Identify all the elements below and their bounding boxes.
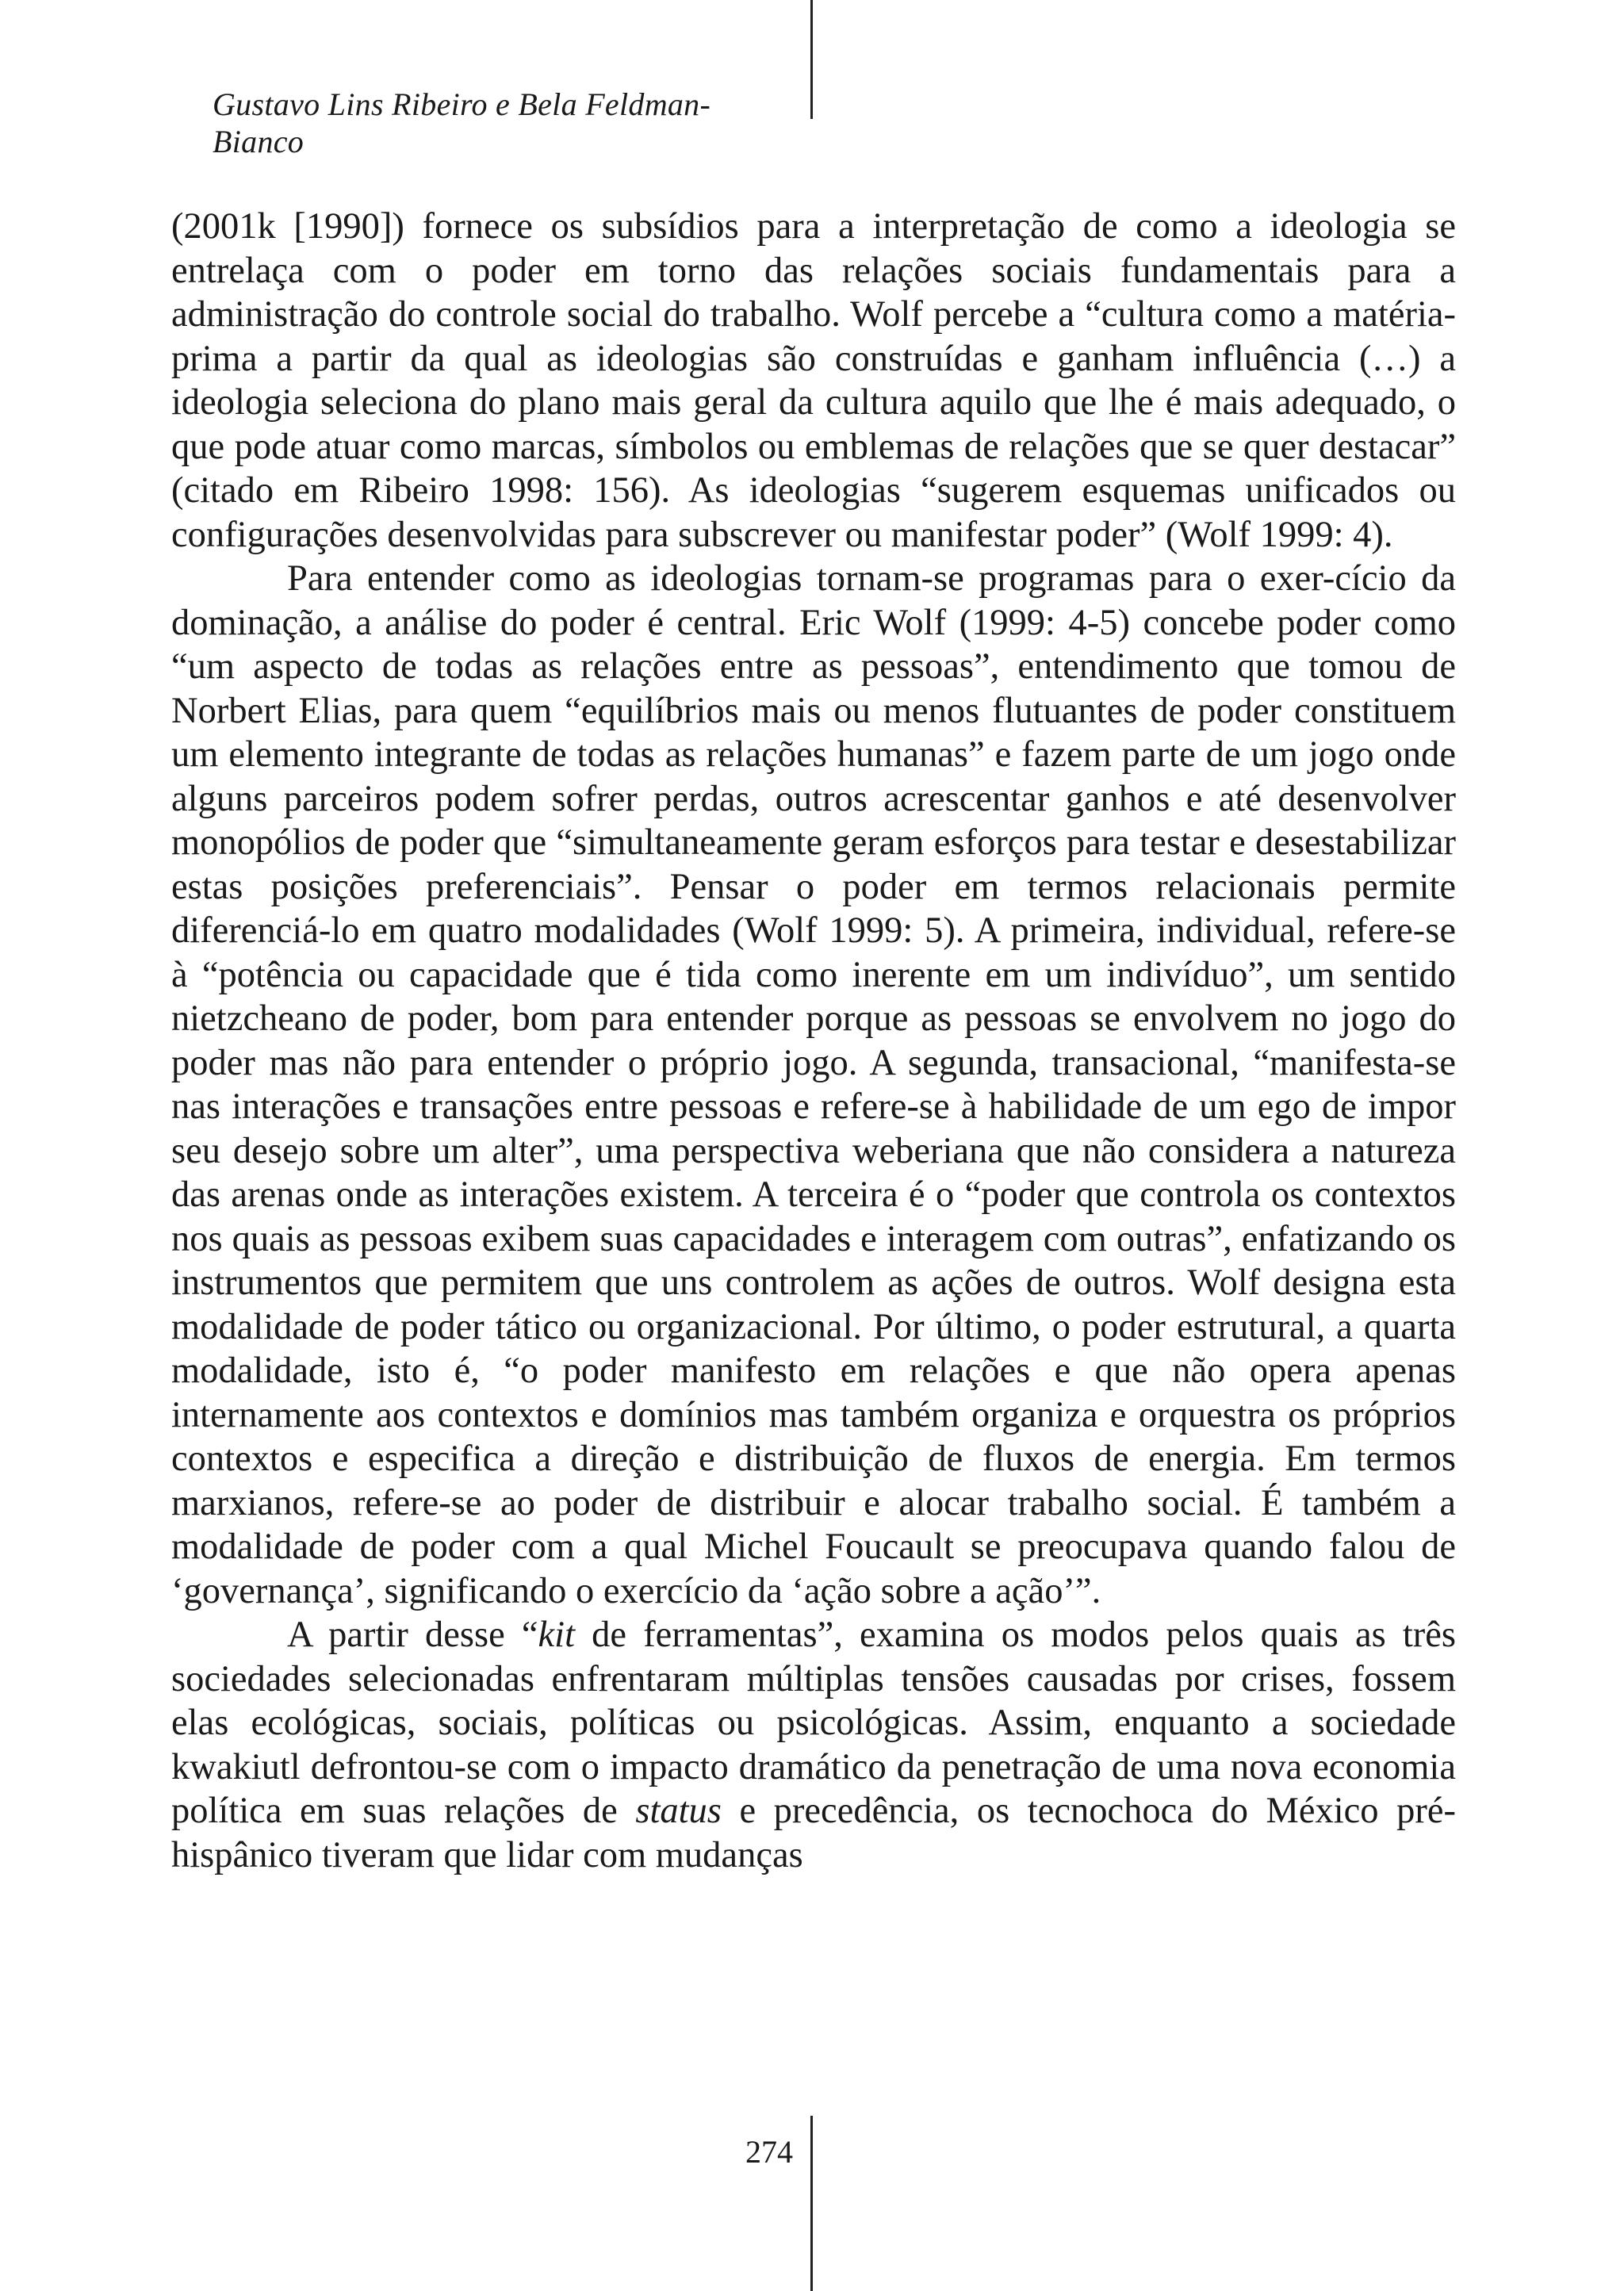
paragraph-3-text: A partir desse “: [287, 1615, 538, 1655]
paragraph-2: [171, 557, 1456, 1613]
paragraph-1-text: (2001k [1990]) fornece os subsídios para a interpretação de como a ideologia se entrelaça com o poder em torno das relações sociais fundamentais para a administração do controle social do trabalho. Wolf percebe a “cultura como a matéria-prima a partir da qual as ideologias são construídas e ganham influência (…) a ideologia seleciona do plano mais geral da cultura aquilo que lhe é mais adequado, o que pode atuar como marcas, símbolos ou emblemas de relações que se quer destacar” (citado em Ribeiro 1998: 156). As ideologias “sugerem esquemas unificados ou configurações desenvolvidas para subscrever ou manifestar poder” (Wolf 1999: 4).: [171, 206, 1456, 555]
paragraph-1: [171, 205, 1456, 557]
bottom-vertical-rule: [810, 2116, 813, 2291]
top-vertical-rule: [810, 0, 813, 119]
paragraph-3-text: de ferramentas”, examina os modos pelos quais as três sociedades selecionadas enfrentaram múltiplas tensões causadas por crises, fossem elas ecológicas, sociais, políticas ou psicológicas. Assim, enquanto a sociedade kwakiutl defrontou-se com o impacto dramático da penetração de uma nova economia política em suas relações de: [171, 1615, 1456, 1831]
page-number: 274: [745, 2134, 793, 2170]
italic-term-kit: kit: [538, 1615, 576, 1655]
running-head: Gustavo Lins Ribeiro e Bela Feldman-Bianco: [213, 86, 711, 159]
body-text: [171, 205, 1456, 1877]
italic-term-status: status: [635, 1791, 722, 1831]
paragraph-3: [171, 1613, 1456, 1877]
paragraph-3-text: e precedência, os tecnochoca do México pré-hispânico tiveram que lidar com mudanças: [171, 1791, 1456, 1875]
paragraph-2-text: Para entender como as ideologias tornam-se programas para o exer-cício da dominação, a análise do poder é central. Eric Wolf (1999: 4-5) concebe poder como “um aspecto de todas as relações entre as pessoas”, entendimento que tomou de Norbert Elias, para quem “equilíbrios mais ou menos flutuantes de poder constituem um elemento integrante de todas as relações humanas” e fazem parte de um jogo onde alguns parceiros podem sofrer perdas, outros acrescentar ganhos e até desenvolver monopólios de poder que “simultaneamente geram esforços para testar e desestabilizar estas posições preferenciais”. Pensar o poder em termos relacionais permite diferenciá-lo em quatro modalidades (Wolf 1999: 5). A primeira, individual, refere-se à “potência ou capacidade que é tida como inerente em um indivíduo”, um sentido nietzcheano de poder, bom para entender porque as pessoas se envolvem no jogo do poder mas não para entender o próprio jogo. A segunda, transacional, “manifesta-se nas interações e transações entre pessoas e refere-se à habilidade de um ego de impor seu desejo sobre um alter”, uma perspectiva weberiana que não considera a natureza das arenas onde as interações existem. A terceira é o “poder que controla os contextos nos quais as pessoas exibem suas capacidades e interagem com outras”, enfatizando os instrumentos que permitem que uns controlem as ações de outros. Wolf designa esta modalidade de poder tático ou organizacional. Por último, o poder estrutural, a quarta modalidade, isto é, “o poder manifesto em relações e que não opera apenas internamente aos contextos e domínios mas também organiza e orquestra os próprios contextos e especifica a direção e distribuição de fluxos de energia. Em termos marxianos, refere-se ao poder de distribuir e alocar trabalho social. É também a modalidade de poder com a qual Michel Foucault se preocupava quando falou de ‘governança’, significando o exercício da ‘ação sobre a ação’”.: [171, 558, 1456, 1611]
